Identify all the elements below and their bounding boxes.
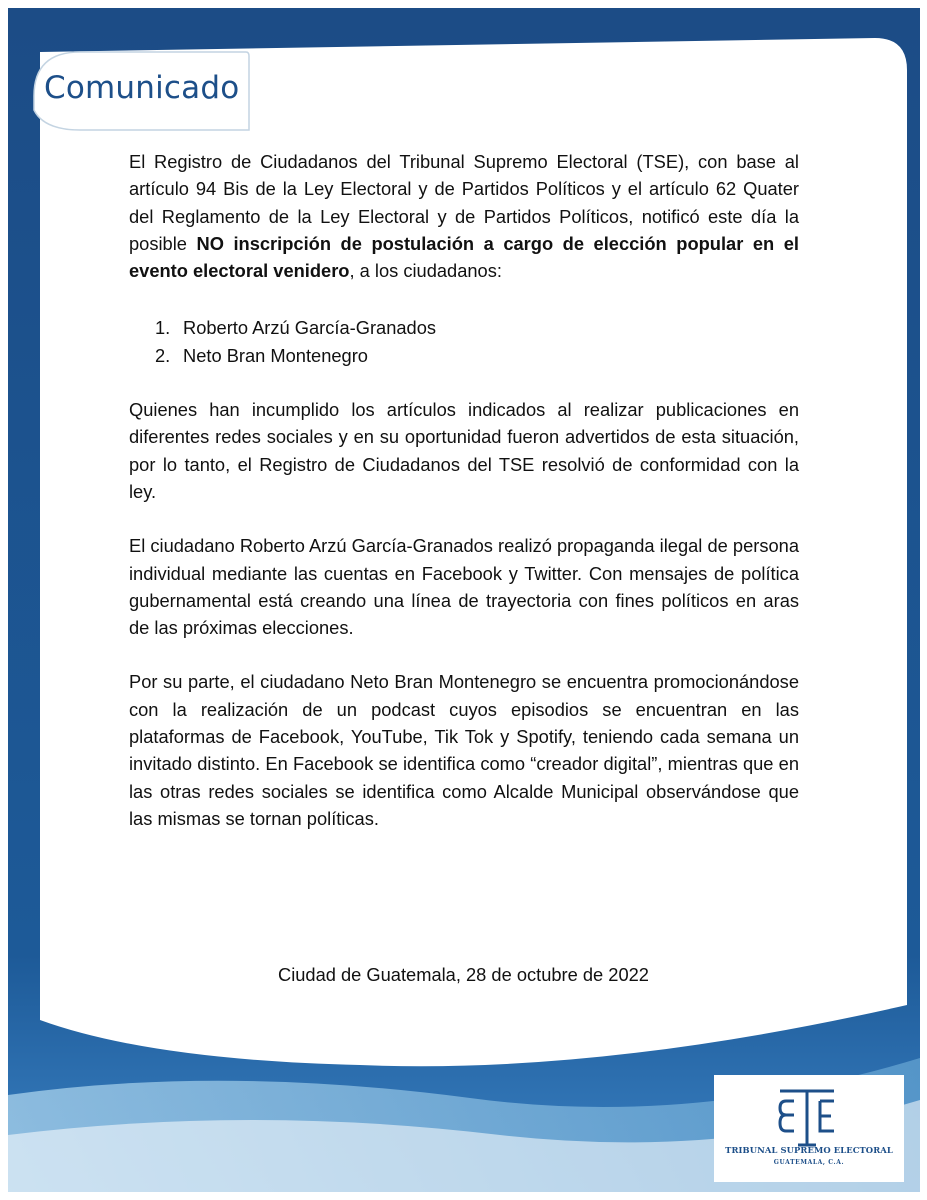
intro-paragraph xyxy=(129,148,799,284)
page-title: Comunicado xyxy=(44,70,240,106)
intro-text-end: , a los ciudadanos: xyxy=(349,260,502,282)
paragraph-4: Por su parte, el ciudadano Neto Bran Montenegro se encuentra promocionándose con la realización de un podcast cuyos episodios se encuentran en las plataformas de Facebook, YouTube, Tik Tok y Spotify, teniendo cada semana un invitado distinto. En Facebook se identifica como “creador digital”, mientras que en las otras redes sociales se identifica como Alcalde Municipal observándose que las mismas se tornan políticas. xyxy=(129,671,799,829)
list-item xyxy=(129,342,799,369)
list-number: 2. xyxy=(155,344,171,366)
list-number: 1. xyxy=(155,317,171,339)
list-item xyxy=(129,314,799,341)
tse-logo-name: TRIBUNAL SUPREMO ELECTORAL xyxy=(725,1145,893,1155)
citizen-list xyxy=(129,314,799,369)
citizen-name: Neto Bran Montenegro xyxy=(183,344,368,366)
intro-text: El Registro de Ciudadanos del Tribunal Supremo Electoral (TSE), con base al artículo 94 Bis de la Ley Electoral y de Partidos Políticos y el artículo 62 Quater del Reglamento de la Ley Electoral y de Partidos Políticos, notificó este día la posible xyxy=(129,151,799,254)
tse-emblem-icon xyxy=(774,1087,840,1149)
tse-logo xyxy=(714,1075,904,1182)
citizen-name: Roberto Arzú García-Granados xyxy=(183,317,437,339)
date-line: Ciudad de Guatemala, 28 de octubre de 2022 xyxy=(278,964,649,985)
paragraph-2: Quienes han incumplido los artículos indicados al realizar publicaciones en diferentes redes sociales y en su oportunidad fueron advertidos de esta situación, por lo tanto, el Registro de Ciudadanos del TSE resolvió de conformidad con la ley. xyxy=(129,399,799,502)
paragraph-3: El ciudadano Roberto Arzú García-Granados realizó propaganda ilegal de persona individual mediante las cuentas en Facebook y Twitter. Con mensajes de política gubernamental está creando una línea de trayectoria con fines políticos en aras de las próximas elecciones. xyxy=(129,535,799,639)
tse-logo-location: GUATEMALA, C.A. xyxy=(773,1159,845,1166)
communique-body xyxy=(129,148,799,832)
intro-bold-text: NO inscripción de postulación a cargo de elección popular en el evento electoral venidero xyxy=(129,232,800,282)
